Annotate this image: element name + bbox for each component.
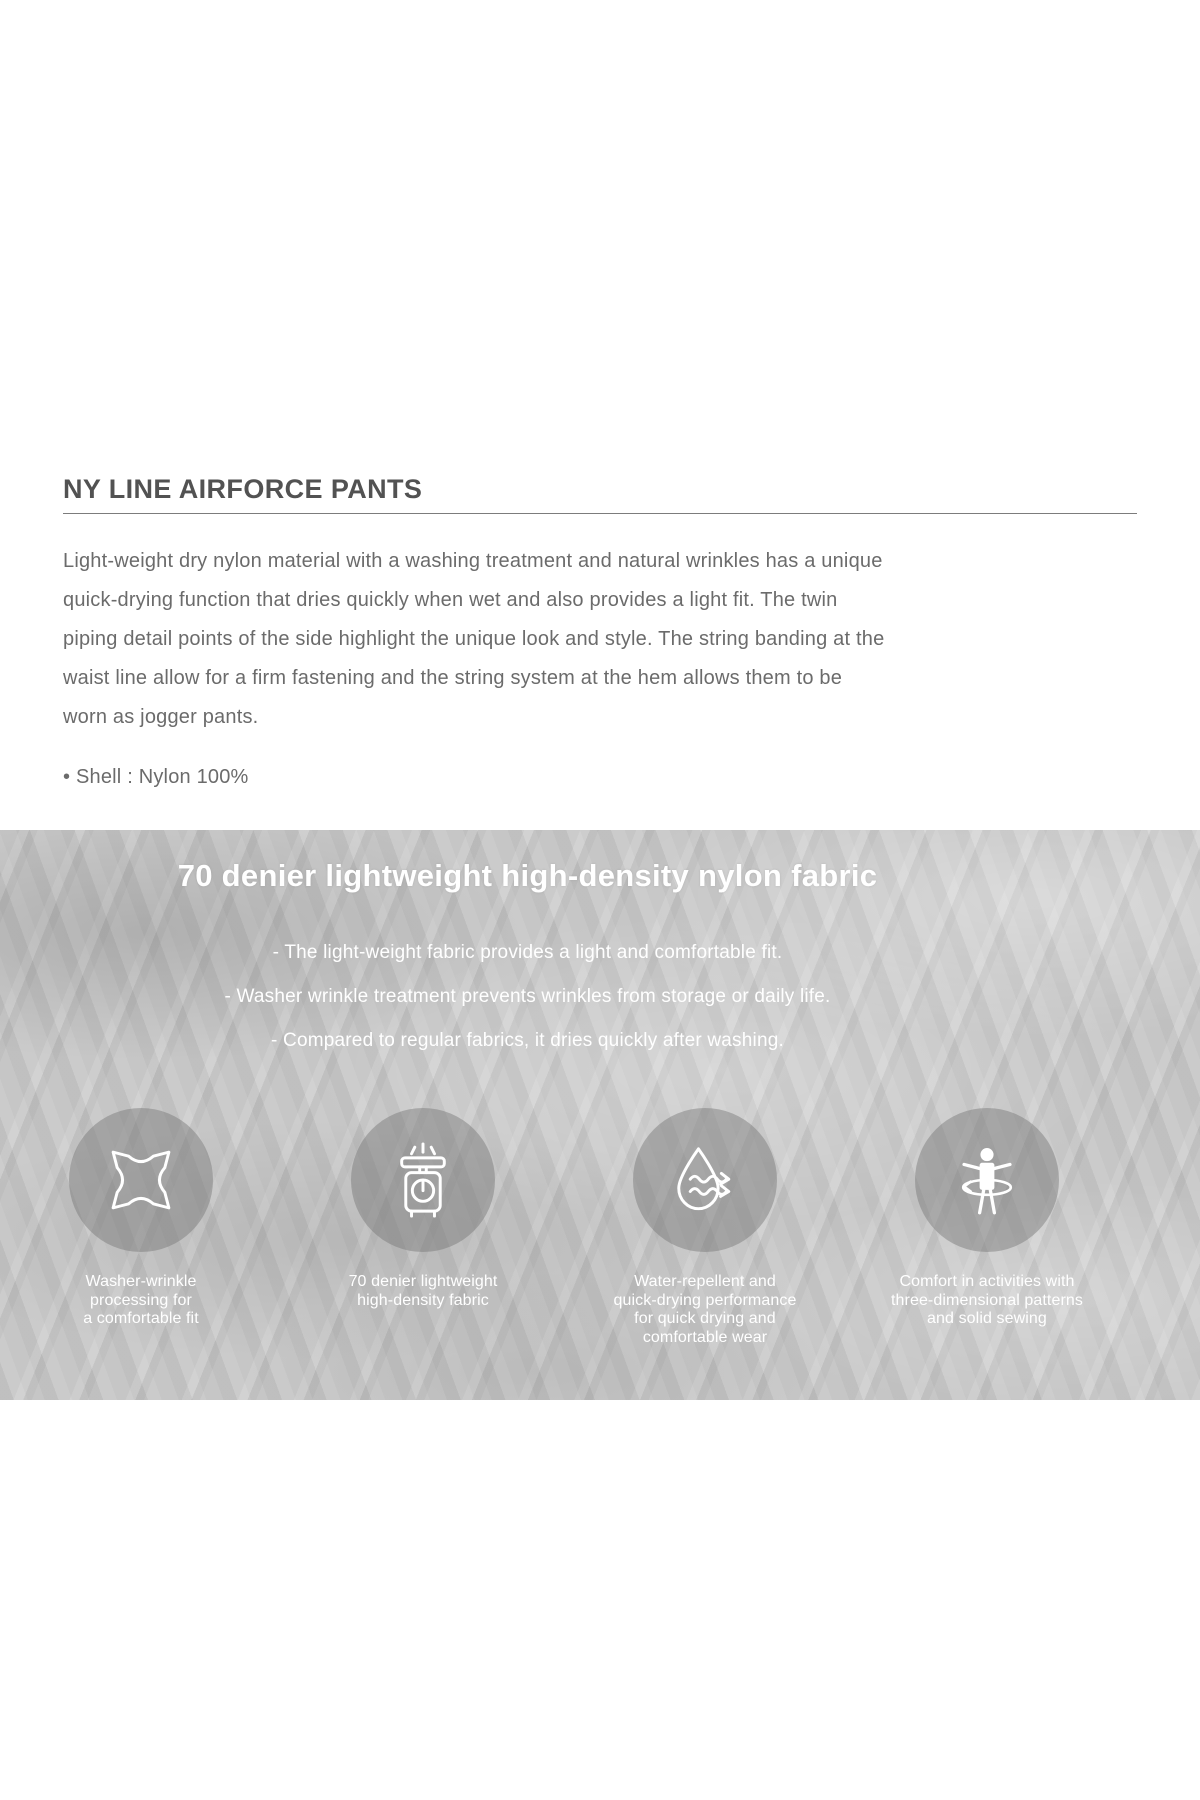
feature-icon-row <box>0 1108 1128 1347</box>
title-divider <box>63 513 1137 514</box>
person-rotation-icon <box>946 1139 1028 1221</box>
feature-circle <box>633 1108 777 1252</box>
product-intro-block <box>63 474 1137 789</box>
feature-caption: Water-repellent and quick-drying performance for quick drying and comfortable wear <box>613 1273 797 1346</box>
product-title: NY LINE AIRFORCE PANTS <box>63 474 423 504</box>
feature-caption: 70 denier lightweight high-density fabric <box>348 1273 498 1309</box>
fabric-feature-banner <box>0 830 1200 1400</box>
feature-circle <box>69 1108 213 1252</box>
feature-washer-wrinkle <box>0 1108 282 1347</box>
feature-circle <box>915 1108 1059 1252</box>
water-drop-icon <box>664 1139 746 1221</box>
scale-icon <box>382 1139 464 1221</box>
feature-lightweight-fabric <box>282 1108 564 1347</box>
product-description: Light-weight dry nylon material with a washing treatment and natural wrinkles has a unique quick-drying function that dries quickly when wet and also provides a light fit. The twin piping detail points of the side highlight the unique look and style. The string banding at the waist line allow for a firm fastening and the string system at the hem allows them to be worn as jogger pants. <box>63 550 885 728</box>
material-composition: • Shell : Nylon 100% <box>63 766 249 788</box>
feature-3d-pattern <box>846 1108 1128 1347</box>
fabric-text-wrap <box>0 830 1055 1063</box>
feature-water-repellent <box>564 1108 846 1347</box>
fabric-bullet-lines: - The light-weight fabric provides a light and comfortable fit. - Washer wrinkle treatment prevents wrinkles from storage or daily life. - Compared to regular fabrics, it dries quickly after washing. <box>224 942 831 1051</box>
stretch-arrows-icon <box>100 1139 182 1221</box>
feature-caption: Washer-wrinkle processing for a comfortable fit <box>83 1273 199 1327</box>
feature-caption: Comfort in activities with three-dimensional patterns and solid sewing <box>890 1273 1084 1327</box>
feature-circle <box>351 1108 495 1252</box>
fabric-heading: 70 denier lightweight high-density nylon fabric <box>177 858 878 893</box>
